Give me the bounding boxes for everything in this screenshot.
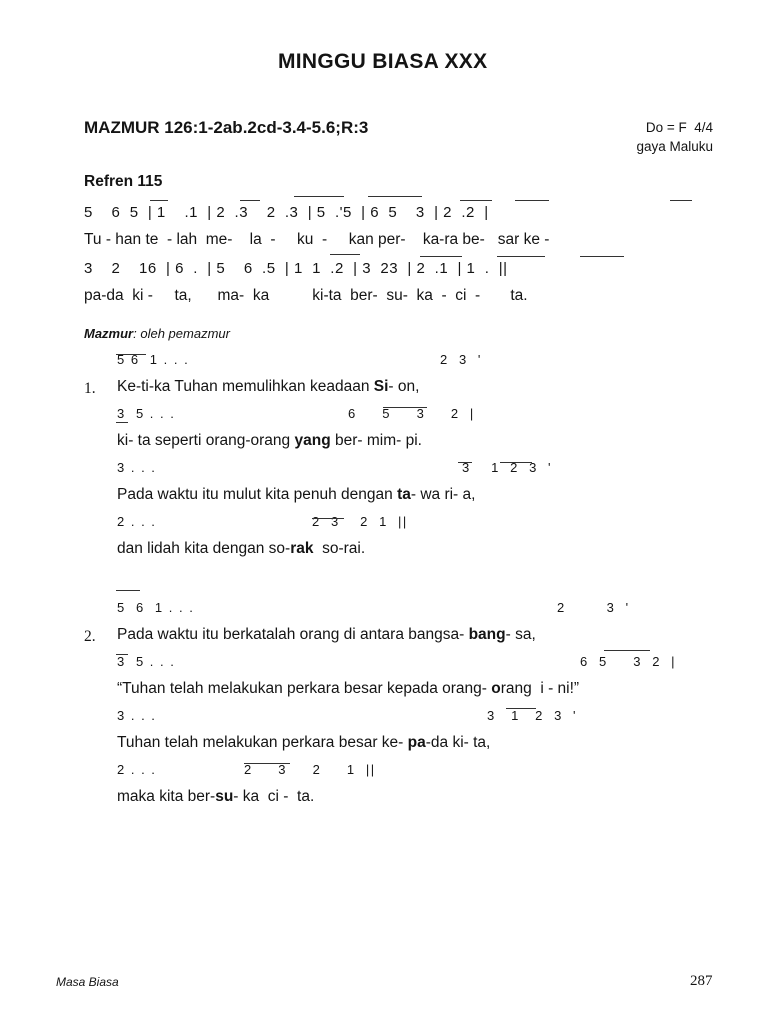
tone-notes-cadence: 6 5 3 2 |: [348, 406, 475, 421]
tone-notes: 2 . . .: [117, 514, 157, 529]
verse-number: 1.: [84, 380, 96, 397]
psalm-label-bold: Mazmur: [84, 326, 134, 341]
verse-text-line: ki- ta seperti orang-orang yang ber- mim- pi.: [117, 432, 422, 449]
refrain-lyrics-line-1: Tu - han te - lah me- la - ku - kan per- ka-ra be- sar ke -: [84, 231, 550, 248]
page-title: MINGGU BIASA XXX: [278, 50, 488, 73]
refrain-beam: [580, 256, 624, 257]
psalm-reference: MAZMUR 126:1-2ab.2cd-3.4-5.6;R:3: [84, 118, 369, 137]
accented-syllable: su: [215, 788, 234, 805]
tone-notes-cadence: 2 3 2 1 ||: [312, 514, 408, 529]
tone-notes: 3 . . .: [117, 708, 157, 723]
accented-syllable: ta: [397, 486, 411, 503]
verse-text-line: “Tuhan telah melakukan perkara besar kepada orang- orang i - ni!”: [117, 680, 580, 697]
tone-beam: [604, 650, 650, 651]
tone-beam: [116, 354, 146, 355]
key-signature: Do = F 4/4: [645, 120, 713, 135]
verse-text-line: Ke-ti-ka Tuhan memulihkan keadaan Si- on,: [117, 378, 420, 395]
tone-notes: 5 6 1 . . .: [117, 600, 195, 615]
psalm-label-colon: :: [133, 326, 141, 341]
tone-notes-cadence: 2 3 ': [557, 600, 630, 615]
tone-notes: 2 . . .: [117, 762, 157, 777]
footer-section: Masa Biasa: [56, 975, 119, 989]
refrain-beam: [420, 256, 462, 257]
tone-beam: [116, 422, 128, 423]
accented-syllable: bang: [468, 626, 506, 643]
tone-notes: 3 5 . . .: [117, 406, 176, 421]
accented-syllable: yang: [294, 432, 331, 449]
tone-beam: [116, 590, 140, 591]
tone-beam: [458, 462, 472, 463]
refrain-beam: [515, 200, 549, 201]
tone-beam: [312, 518, 344, 519]
refrain-beam: [150, 200, 168, 201]
refrain-notes-line-1: 5 6 5 | 1 .1 | 2 .3 2 .3 | 5 .'5 | 6 5 3 | 2 .2 |: [84, 204, 489, 221]
tone-notes-cadence: 2 3 2 1 ||: [244, 762, 376, 777]
accented-syllable: rak: [290, 540, 314, 557]
verse-text-line: maka kita ber-su- ka ci - ta.: [117, 788, 315, 805]
refrain-lyrics-line-2: pa-da ki - ta, ma- ka ki-ta ber- su- ka - ci - ta.: [84, 287, 528, 304]
verse-text-line: Pada waktu itu mulut kita penuh dengan ta- wa ri- a,: [117, 486, 476, 503]
refrain-beam: [240, 200, 260, 201]
tone-beam: [500, 462, 532, 463]
tone-notes-cadence: 3 1 2 3 ': [462, 460, 553, 475]
refrain-beam: [670, 200, 692, 201]
refrain-beam: [497, 256, 545, 257]
tone-beam: [116, 654, 128, 655]
verse-text-line: Tuhan telah melakukan perkara besar ke- pa-da ki- ta,: [117, 734, 491, 751]
musical-style: gaya Maluku: [636, 139, 713, 154]
tone-beam: [383, 407, 427, 408]
tone-notes: 3 . . .: [117, 460, 157, 475]
verse-text-line: Pada waktu itu berkatalah orang di antara bangsa- bang- sa,: [117, 626, 536, 643]
accented-syllable: Si: [373, 378, 389, 395]
refrain-notes-line-2: 3 2 16 | 6 . | 5 6 .5 | 1 1 .2 | 3 23 | 2 .1 | 1 . ||: [84, 260, 508, 277]
verse-number: 2.: [84, 628, 96, 645]
refrain-beam: [294, 196, 344, 197]
psalm-singer-label: [84, 326, 230, 341]
tone-notes-cadence: 3 1 2 3 ': [487, 708, 578, 723]
refrain-beam: [460, 200, 492, 201]
tone-beam: [506, 708, 536, 709]
page-number: 287: [690, 973, 713, 989]
tone-notes: 3 5 . . .: [117, 654, 176, 669]
refrain-beam: [368, 196, 422, 197]
tone-notes-cadence: 2 3 ': [440, 352, 482, 367]
refrain-heading: Refren 115: [84, 173, 163, 190]
tone-notes-cadence: 6 5 3 2 |: [580, 654, 677, 669]
tone-beam: [244, 763, 290, 764]
refrain-beam: [330, 254, 360, 255]
tone-notes: 5 6 1 . . .: [117, 352, 190, 367]
accented-syllable: o: [491, 680, 501, 697]
psalm-label-text: oleh pemazmur: [140, 326, 230, 341]
accented-syllable: pa: [407, 734, 426, 751]
verse-text-line: dan lidah kita dengan so-rak so-rai.: [117, 540, 366, 557]
